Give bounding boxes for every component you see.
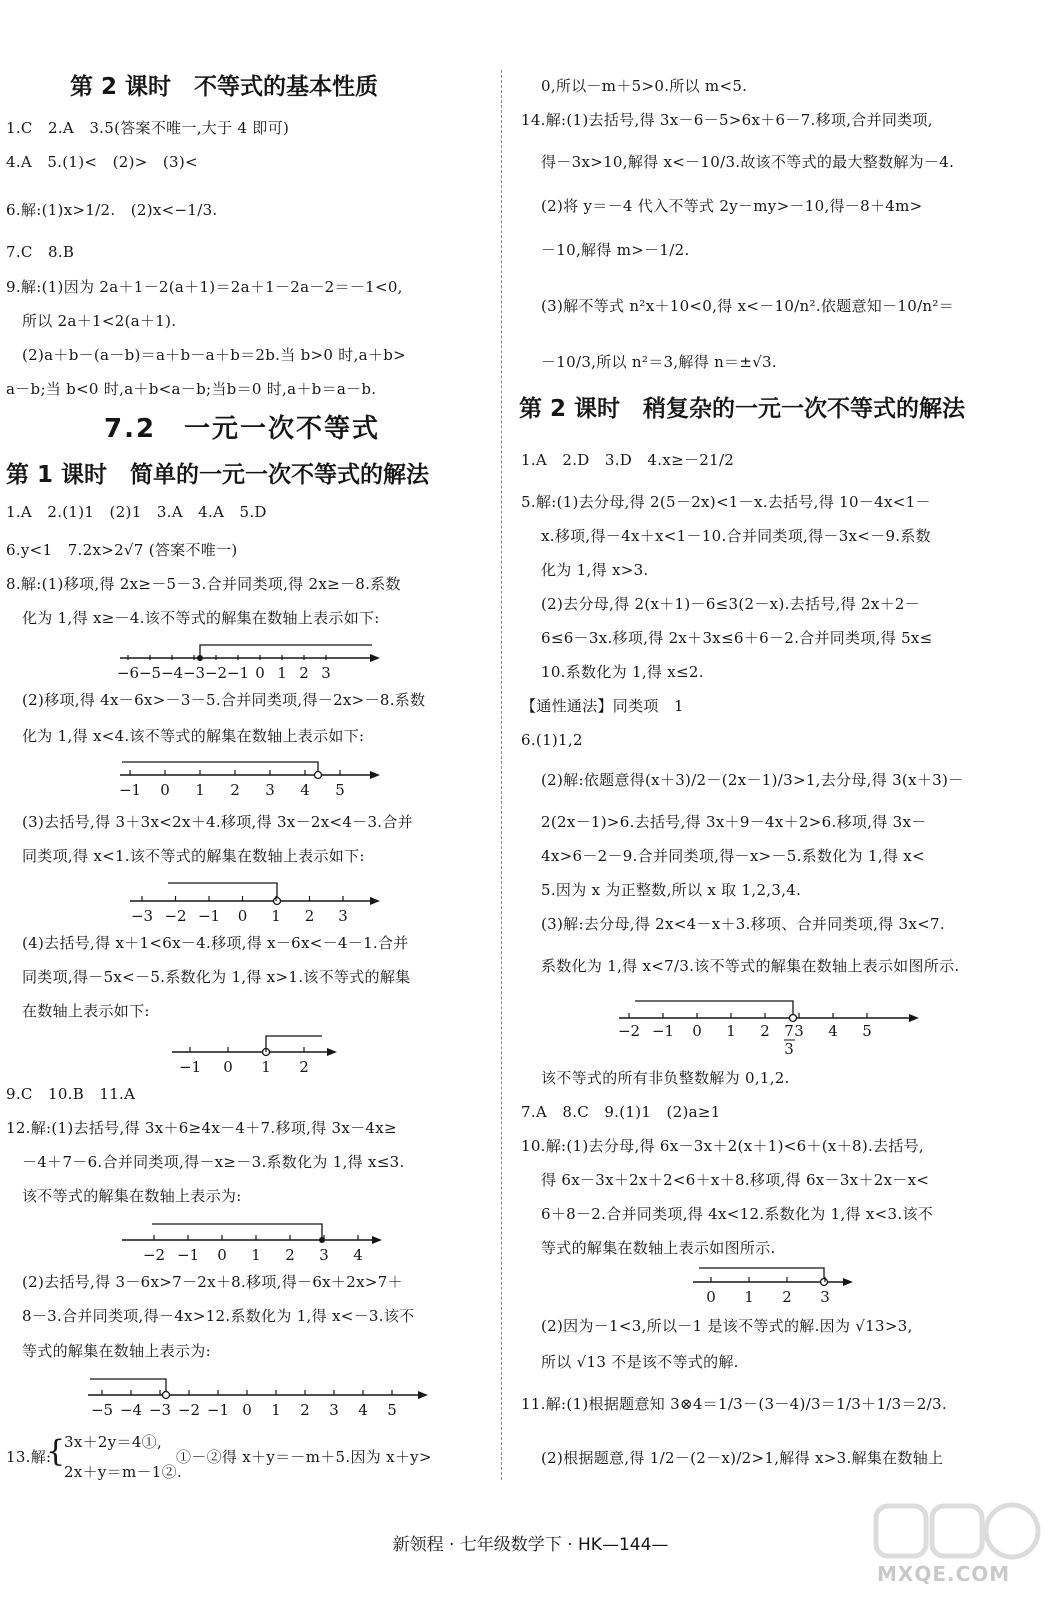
answer-line: 8.解:(1)移项,得 2x≥－5－3.合并同类项,得 2x≥－8.系数 (6, 575, 401, 593)
answer-line: 10.解:(1)去分母,得 6x－3x＋2(x＋1)<6＋(x＋8).去括号, (521, 1137, 925, 1155)
tick-label: 0 (692, 1022, 702, 1040)
answer-line: (2)移项,得 4x－6x>－3－5.合并同类项,得－2x>－8.系数 (22, 691, 426, 709)
number-line-6 (88, 1375, 428, 1419)
tick-label: −1 (651, 1022, 675, 1040)
number-line-3 (130, 877, 380, 925)
answer-line: 化为 1,得 x≥－4.该不等式的解集在数轴上表示如下: (22, 609, 380, 627)
tick-label: −1 (197, 907, 221, 925)
answer-line: 同类项,得－5x<－5.系数化为 1,得 x>1.该不等式的解集 (22, 968, 411, 986)
answer-line: －4＋7－6.合并同类项,得－x≥－3.系数化为 1,得 x≤3. (22, 1153, 405, 1171)
answer-line: 所以 √13 不是该不等式的解. (541, 1353, 739, 1371)
tick-label: 2 (300, 1401, 310, 1419)
tip-line: 【通性通法】同类项 1 (521, 697, 684, 715)
answer-line: 化为 1,得 x<4.该不等式的解集在数轴上表示如下: (22, 727, 365, 745)
tick-label: −6 (116, 664, 140, 682)
tick-label: −4 (160, 664, 184, 682)
answer-line: ①－②得 x＋y＝－m＋5.因为 x＋y> (176, 1448, 432, 1466)
number-line-8 (693, 1264, 853, 1304)
answer-line: 化为 1,得 x>3. (541, 561, 649, 579)
tick-label: 5 (387, 1401, 397, 1419)
column-divider (501, 70, 502, 1480)
answer-line: 7.A 8.C 9.(1)1 (2)a≥1 (521, 1103, 721, 1121)
number-line-7 (619, 996, 919, 1062)
tick-label: 1 (271, 907, 281, 925)
answer-line: (2)a＋b－(a－b)＝a＋b－a＋b＝2b.当 b>0 时,a＋b> (22, 346, 406, 364)
equation-2: 2x＋y＝m－1②. (64, 1463, 183, 1481)
answer-line: x.移项,得－4x＋x<1－10.合并同类项,得－3x<－9.系数 (541, 527, 931, 545)
tick-label: −3 (148, 1401, 172, 1419)
tick-label: 1 (261, 1058, 271, 1076)
tick-label: 2 (299, 1058, 309, 1076)
answer-line: 所以 2a＋1<2(a＋1). (22, 312, 177, 330)
lesson-title: 第 2 课时 稍复杂的一元一次不等式的解法 (519, 396, 966, 422)
answer-line: 同类项,得 x<1.该不等式的解集在数轴上表示如下: (22, 847, 365, 865)
tick-label: 5 (335, 781, 345, 799)
tick-label: 2 (299, 664, 309, 682)
tick-label: 0 (255, 664, 265, 682)
answer-line: 等式的解集在数轴上表示如图所示. (541, 1239, 776, 1257)
answer-line: 8－3.合并同类项,得－4x>12.系数化为 1,得 x<－3.该不 (22, 1307, 415, 1325)
answer-line: (2)因为－1<3,所以－1 是该不等式的解.因为 √13>3, (541, 1317, 913, 1335)
answer-line: 13.解: (6, 1448, 52, 1466)
answer-line: 4.A 5.(1)< (2)> (3)< (6, 153, 198, 171)
tick-label: −1 (206, 1401, 230, 1419)
tick-label: 2 (230, 781, 240, 799)
tick-label: −5 (90, 1401, 114, 1419)
page-footer: 新领程 · 七年级数学下 · HK—144— (392, 1535, 669, 1555)
section-title: 7.2 一元一次不等式 (104, 414, 381, 444)
tick-label: 3 (338, 907, 348, 925)
equation-1: 3x＋2y＝4①, (64, 1433, 163, 1451)
nl7-frac-num: 7 (784, 1022, 794, 1040)
tick-label: −2 (142, 1246, 166, 1264)
answer-line: 4x>6－2－9.合并同类项,得－x>－5.系数化为 1,得 x< (541, 847, 925, 865)
answer-line: 该不等式的所有非负整数解为 0,1,2. (541, 1069, 790, 1087)
tick-label: 4 (300, 781, 310, 799)
answer-line: (2)去括号,得 3－6x>7－2x＋8.移项,得－6x＋2x>7＋ (22, 1273, 403, 1291)
tick-label: 3 (820, 1288, 830, 1306)
tick-label: 1 (271, 1401, 281, 1419)
answer-line: 5.解:(1)去分母,得 2(5－2x)<1－x.去括号,得 10－4x<1－ (521, 493, 931, 511)
answer-line: 5.因为 x 为正整数,所以 x 取 1,2,3,4. (541, 881, 802, 899)
tick-label: 2 (304, 907, 315, 925)
tick-label: −1 (118, 781, 142, 799)
number-line-4 (172, 1032, 337, 1076)
answer-line: 9.解:(1)因为 2a＋1－2(a＋1)＝2a＋1－2a－2＝－1<0, (6, 278, 403, 296)
nl1-labels (117, 655, 331, 682)
watermark-text: MXQE.COM (877, 1562, 1011, 1586)
brace-icon: { (46, 1434, 66, 1469)
answer-line: (2)将 y＝－4 代入不等式 2y－my>－10,得－8＋4m> (541, 197, 923, 215)
tick-label: 1 (251, 1246, 261, 1264)
answer-line: 7.C 8.B (6, 243, 75, 261)
answer-line: 11.解:(1)根据题意知 3⊗4＝1/3－(3－4)/3＝1/3＋1/3＝2/3. (521, 1395, 947, 1413)
tick-label: 2 (760, 1022, 770, 1040)
tick-label: −3 (130, 907, 154, 925)
answer-line: 1.A 2.(1)1 (2)1 3.A 4.A 5.D (6, 503, 267, 521)
answer-line: 得 6x－3x＋2x＋2<6＋x＋8.移项,得 6x－3x＋2x－x< (541, 1171, 930, 1189)
tick-label: 0 (242, 1401, 252, 1419)
tick-label: 0 (160, 781, 170, 799)
tick-label: −2 (204, 664, 228, 682)
tick-label: 5 (862, 1022, 872, 1040)
number-line-5 (122, 1220, 382, 1264)
tick-label: −1 (226, 664, 250, 682)
answer-line: －10/3,所以 n²＝3,解得 n＝±√3. (541, 353, 777, 371)
tick-label: 2 (285, 1246, 295, 1264)
number-line-2 (120, 755, 380, 797)
tick-label: 3 (265, 781, 275, 799)
lesson-title: 第 1 课时 简单的一元一次不等式的解法 (6, 462, 430, 488)
tick-label: −5 (138, 664, 162, 682)
answer-line: 1.A 2.D 3.D 4.x≥－21/2 (521, 451, 735, 469)
answer-line: 0,所以－m＋5>0.所以 m<5. (541, 77, 748, 95)
answer-line: 等式的解集在数轴上表示为: (22, 1342, 211, 1360)
tick-label: 4 (353, 1246, 363, 1264)
tick-label: 1 (744, 1288, 754, 1306)
tick-label: 0 (706, 1288, 716, 1306)
answer-line: 得－3x>10,解得 x<－10/3.故该不等式的最大整数解为－4. (541, 153, 955, 171)
tick-label: 1 (277, 664, 287, 682)
answer-line: 系数化为 1,得 x<7/3.该不等式的解集在数轴上表示如图所示. (541, 957, 960, 975)
answer-line: 1.C 2.A 3.5(答案不唯一,大于 4 即可) (6, 119, 290, 137)
tick-label: −1 (178, 1058, 202, 1076)
answer-line: (2)解:依题意得(x＋3)/2－(2x－1)/3>1,去分母,得 3(x＋3)－ (541, 771, 964, 789)
number-line-1 (116, 640, 380, 682)
answer-line: (3)去括号,得 3＋3x<2x＋4.移项,得 3x－2x<4－3.合并 (22, 813, 413, 831)
answer-line: 在数轴上表示如下: (22, 1002, 150, 1020)
tick-label: −2 (164, 907, 187, 925)
tick-label: −3 (182, 664, 206, 682)
answer-line: (3)解:去分母,得 2x<4－x＋3.移项、合并同类项,得 3x<7. (541, 915, 945, 933)
tick-label: 2 (782, 1288, 792, 1306)
tick-label: 1 (726, 1022, 736, 1040)
answer-line: (3)解不等式 n²x＋10<0,得 x<－10/n².依题意知－10/n²＝ (541, 297, 955, 315)
answer-line: 10.系数化为 1,得 x≤2. (541, 663, 704, 681)
answer-line: 12.解:(1)去括号,得 3x＋6≥4x－4＋7.移项,得 3x－4x≥ (6, 1119, 397, 1137)
tick-label: −1 (176, 1246, 200, 1264)
answer-line: 2(2x－1)>6.去括号,得 3x＋9－4x＋2>6.移项,得 3x－ (541, 813, 927, 831)
answer-line: 6＋8－2.合并同类项,得 4x<12.系数化为 1,得 x<3.该不 (541, 1205, 934, 1223)
answer-line: 6.(1)1,2 (521, 731, 583, 749)
answer-line: (4)去括号,得 x＋1<6x－4.移项,得 x－6x<－4－1.合并 (22, 934, 409, 952)
answer-line: 14.解:(1)去括号,得 3x－6－5>6x＋6－7.移项,合并同类项, (521, 111, 933, 129)
answer-line: 9.C 10.B 11.A (6, 1085, 136, 1103)
tick-label: 1 (195, 781, 205, 799)
tick-label: 4 (828, 1022, 838, 1040)
tick-label: 3 (319, 1246, 329, 1264)
tick-label: 0 (237, 907, 248, 925)
tick-label: 3 (329, 1401, 339, 1419)
tick-label: 3 (321, 664, 331, 682)
tick-label: −2 (177, 1401, 201, 1419)
tick-label: −2 (617, 1022, 641, 1040)
tick-label: 4 (358, 1401, 368, 1419)
answer-line: 该不等式的解集在数轴上表示为: (22, 1187, 242, 1205)
answer-line: (2)去分母,得 2(x＋1)－6≤3(2－x).去括号,得 2x＋2－ (541, 595, 921, 613)
answer-line: 6≤6－3x.移项,得 2x＋3x≤6＋6－2.合并同类项,得 5x≤ (541, 629, 933, 647)
answer-line: a－b;当 b<0 时,a＋b<a－b;当b＝0 时,a＋b＝a－b. (6, 380, 377, 398)
tick-label: −4 (119, 1401, 143, 1419)
answer-line: (2)根据题意,得 1/2－(2－x)/2>1,解得 x>3.解集在数轴上 (541, 1449, 944, 1467)
tick-label: 0 (223, 1058, 233, 1076)
lesson-title: 第 2 课时 不等式的基本性质 (70, 74, 379, 100)
answer-line: －10,解得 m>－1/2. (541, 241, 690, 259)
answer-line: 6.y<1 7.2x>2√7 (答案不唯一) (6, 541, 238, 559)
nl7-frac-den: 3 (784, 1040, 794, 1058)
answer-line: 6.解:(1)x>1/2. (2)x<−1/3. (6, 201, 218, 219)
nl7-labels (618, 1013, 872, 1040)
tick-label: 0 (217, 1246, 227, 1264)
tick-label: 3 (794, 1022, 804, 1040)
